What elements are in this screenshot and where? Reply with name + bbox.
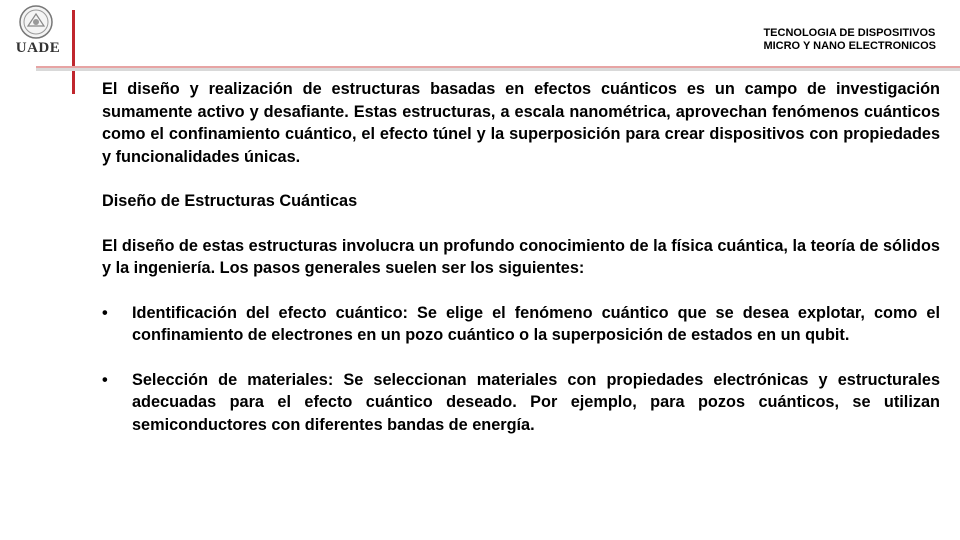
list-item [102, 369, 940, 437]
red-vertical-divider [72, 10, 75, 94]
steps-intro-paragraph: El diseño de estas estructuras involucra un profundo conocimiento de la física cuántica, la teoría de sólidos y la ingeniería. Los pasos generales suelen ser los siguientes: [102, 236, 940, 277]
section-heading: Diseño de Estructuras Cuánticas [102, 192, 358, 210]
slide-content [102, 78, 940, 436]
red-horizontal-divider [36, 66, 960, 68]
list-item-text: Selección de materiales: Se seleccionan materiales con propiedades electrónicas y estructurales adecuadas para el efecto cuántico deseado. Por ejemplo, para pozos cuánticos, se utilizan semiconductores con diferentes bandas de energía. [132, 370, 940, 434]
intro-paragraph: El diseño y realización de estructuras basadas en efectos cuánticos es un campo de investigación sumamente activo y desafiante. Estas estructuras, a escala nanométrica, aprovechan fenómenos cuánticos como el confinamiento cuántico, el efecto túnel y la superposición para crear dispositivos con propiedades y funcionalidades únicas. [102, 80, 940, 166]
course-title-line1: TECNOLOGIA DE DISPOSITIVOS [763, 27, 936, 39]
logo-text: UADE [15, 40, 61, 56]
bullet-icon: • [102, 370, 108, 389]
list-item-text: Identificación del efecto cuántico: Se elige el fenómeno cuántico que se desea explotar, como el confinamiento de electrones en un pozo cuántico o la superposición de estados en un qubit. [132, 303, 940, 344]
seal-icon [8, 4, 68, 40]
course-title [763, 27, 936, 53]
bullet-icon: • [102, 303, 108, 322]
uade-logo [8, 4, 68, 60]
list-item [102, 302, 940, 347]
course-title-line2: MICRO Y NANO ELECTRONICOS [763, 40, 936, 52]
